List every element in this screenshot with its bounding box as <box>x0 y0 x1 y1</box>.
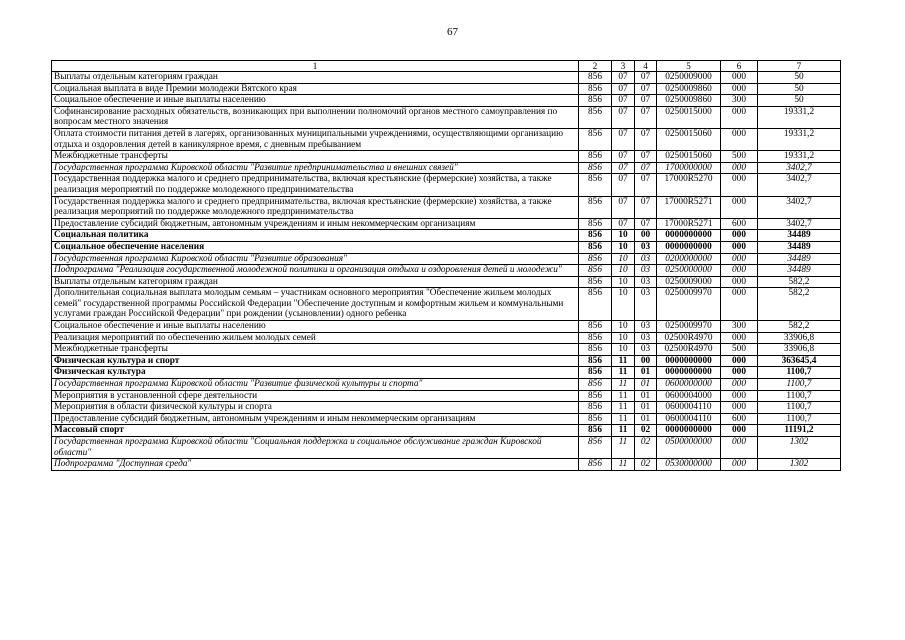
row-expense-type-cell: 000 <box>721 332 758 344</box>
row-target-code-cell: 0250015060 <box>657 128 721 150</box>
row-ved-cell: 856 <box>579 355 612 367</box>
row-subsection-cell: 01 <box>635 402 657 414</box>
row-target-code-cell: 02500R4970 <box>657 344 721 356</box>
header-cell: 5 <box>657 61 721 72</box>
table-row <box>52 413 841 425</box>
header-cell: 7 <box>758 61 841 72</box>
row-name-cell: Государственная программа Кировской области "Развитие предпринимательства и внешних связей" <box>52 162 579 174</box>
table-row <box>52 128 841 150</box>
row-target-code-cell: 0250009970 <box>657 288 721 321</box>
table-row <box>52 241 841 253</box>
row-expense-type-cell: 000 <box>721 83 758 95</box>
row-name-cell: Выплаты отдельным категориям граждан <box>52 276 579 288</box>
table-row <box>52 321 841 333</box>
row-ved-cell: 856 <box>579 402 612 414</box>
row-target-code-cell: 17000R5271 <box>657 196 721 218</box>
row-section-cell: 11 <box>612 355 635 367</box>
row-name-cell: Физическая культура <box>52 367 579 379</box>
row-ved-cell: 856 <box>579 241 612 253</box>
row-subsection-cell: 07 <box>635 83 657 95</box>
row-target-code-cell: 0000000000 <box>657 355 721 367</box>
row-amount-cell: 3402,7 <box>758 218 841 230</box>
row-target-code-cell: 0250009860 <box>657 95 721 107</box>
row-section-cell: 07 <box>612 174 635 196</box>
row-amount-cell: 34489 <box>758 253 841 265</box>
row-section-cell: 07 <box>612 218 635 230</box>
row-ved-cell: 856 <box>579 379 612 391</box>
row-expense-type-cell: 000 <box>721 241 758 253</box>
row-subsection-cell: 00 <box>635 230 657 242</box>
row-target-code-cell: 0600004110 <box>657 402 721 414</box>
row-target-code-cell: 02500R4970 <box>657 332 721 344</box>
row-subsection-cell: 07 <box>635 174 657 196</box>
row-expense-type-cell: 600 <box>721 218 758 230</box>
row-expense-type-cell: 300 <box>721 321 758 333</box>
row-section-cell: 10 <box>612 265 635 277</box>
row-section-cell: 10 <box>612 253 635 265</box>
page-number: 67 <box>447 26 458 38</box>
row-amount-cell: 582,2 <box>758 321 841 333</box>
row-ved-cell: 856 <box>579 230 612 242</box>
row-name-cell: Предоставление субсидий бюджетным, автономным учреждениям и иным некоммерческим организациям <box>52 413 579 425</box>
row-target-code-cell: 0000000000 <box>657 241 721 253</box>
row-expense-type-cell: 000 <box>721 288 758 321</box>
table-row <box>52 288 841 321</box>
row-amount-cell: 50 <box>758 72 841 84</box>
row-target-code-cell: 0250009000 <box>657 72 721 84</box>
row-amount-cell: 1100,7 <box>758 413 841 425</box>
row-section-cell: 07 <box>612 196 635 218</box>
row-expense-type-cell: 000 <box>721 459 758 471</box>
table-row <box>52 425 841 437</box>
row-ved-cell: 856 <box>579 344 612 356</box>
row-name-cell: Выплаты отдельным категориям граждан <box>52 72 579 84</box>
row-subsection-cell: 02 <box>635 437 657 459</box>
row-amount-cell: 1302 <box>758 459 841 471</box>
row-name-cell: Реализация мероприятий по обеспечению жильем молодых семей <box>52 332 579 344</box>
row-amount-cell: 34489 <box>758 241 841 253</box>
row-section-cell: 07 <box>612 151 635 163</box>
row-expense-type-cell: 000 <box>721 402 758 414</box>
row-ved-cell: 856 <box>579 288 612 321</box>
table-row <box>52 106 841 128</box>
row-subsection-cell: 07 <box>635 218 657 230</box>
header-cell: 3 <box>612 61 635 72</box>
row-expense-type-cell: 000 <box>721 174 758 196</box>
row-ved-cell: 856 <box>579 162 612 174</box>
header-cell: 2 <box>579 61 612 72</box>
row-amount-cell: 34489 <box>758 265 841 277</box>
row-ved-cell: 856 <box>579 276 612 288</box>
row-expense-type-cell: 000 <box>721 128 758 150</box>
row-expense-type-cell: 300 <box>721 95 758 107</box>
row-ved-cell: 856 <box>579 151 612 163</box>
table-row <box>52 230 841 242</box>
row-target-code-cell: 0530000000 <box>657 459 721 471</box>
row-name-cell: Государственная программа Кировской области "Развитие физической культуры и спорта" <box>52 379 579 391</box>
row-expense-type-cell: 000 <box>721 437 758 459</box>
row-ved-cell: 856 <box>579 128 612 150</box>
row-expense-type-cell: 000 <box>721 196 758 218</box>
row-name-cell: Социальная выплата в виде Премии молодежи Вятского края <box>52 83 579 95</box>
row-amount-cell: 1100,7 <box>758 379 841 391</box>
header-cell: 4 <box>635 61 657 72</box>
header-cell: 6 <box>721 61 758 72</box>
budget-table <box>51 60 841 471</box>
row-section-cell: 07 <box>612 83 635 95</box>
row-section-cell: 10 <box>612 288 635 321</box>
row-subsection-cell: 03 <box>635 344 657 356</box>
header-cell: 1 <box>52 61 579 72</box>
row-target-code-cell: 0250000000 <box>657 265 721 277</box>
row-subsection-cell: 03 <box>635 241 657 253</box>
table-row <box>52 151 841 163</box>
row-expense-type-cell: 000 <box>721 390 758 402</box>
row-name-cell: Физическая культура и спорт <box>52 355 579 367</box>
row-target-code-cell: 17000R5270 <box>657 174 721 196</box>
row-expense-type-cell: 000 <box>721 162 758 174</box>
table-row <box>52 265 841 277</box>
row-target-code-cell: 0200000000 <box>657 253 721 265</box>
row-amount-cell: 11191,2 <box>758 425 841 437</box>
table-row <box>52 390 841 402</box>
row-amount-cell: 3402,7 <box>758 196 841 218</box>
row-amount-cell: 50 <box>758 95 841 107</box>
row-amount-cell: 582,2 <box>758 276 841 288</box>
table-row <box>52 332 841 344</box>
table-row <box>52 83 841 95</box>
row-subsection-cell: 07 <box>635 95 657 107</box>
row-ved-cell: 856 <box>579 321 612 333</box>
row-subsection-cell: 07 <box>635 106 657 128</box>
row-amount-cell: 50 <box>758 83 841 95</box>
row-target-code-cell: 0000000000 <box>657 230 721 242</box>
row-name-cell: Массовый спорт <box>52 425 579 437</box>
row-target-code-cell: 1700000000 <box>657 162 721 174</box>
row-target-code-cell: 0600004110 <box>657 413 721 425</box>
table-row <box>52 218 841 230</box>
row-ved-cell: 856 <box>579 196 612 218</box>
row-ved-cell: 856 <box>579 218 612 230</box>
table-row <box>52 162 841 174</box>
row-ved-cell: 856 <box>579 413 612 425</box>
row-name-cell: Подпрограмма "Доступная среда" <box>52 459 579 471</box>
row-ved-cell: 856 <box>579 72 612 84</box>
row-amount-cell: 1100,7 <box>758 390 841 402</box>
row-expense-type-cell: 000 <box>721 355 758 367</box>
table-row <box>52 367 841 379</box>
row-target-code-cell: 0250015000 <box>657 106 721 128</box>
row-section-cell: 07 <box>612 162 635 174</box>
row-target-code-cell: 0250009000 <box>657 276 721 288</box>
row-ved-cell: 856 <box>579 425 612 437</box>
table-row <box>52 355 841 367</box>
row-target-code-cell: 0250009970 <box>657 321 721 333</box>
row-section-cell: 10 <box>612 241 635 253</box>
table-row <box>52 196 841 218</box>
row-section-cell: 10 <box>612 332 635 344</box>
row-subsection-cell: 03 <box>635 288 657 321</box>
table-row <box>52 402 841 414</box>
table-row <box>52 276 841 288</box>
row-subsection-cell: 03 <box>635 276 657 288</box>
row-expense-type-cell: 000 <box>721 425 758 437</box>
row-name-cell: Государственная поддержка малого и среднего предпринимательства, включая крестьянские (фермерские) хозяйства, а также реализация мероприятий по поддержке молодежного предпринимательства <box>52 196 579 218</box>
row-amount-cell: 1302 <box>758 437 841 459</box>
row-ved-cell: 856 <box>579 332 612 344</box>
row-ved-cell: 856 <box>579 367 612 379</box>
row-section-cell: 10 <box>612 230 635 242</box>
row-section-cell: 07 <box>612 72 635 84</box>
row-subsection-cell: 07 <box>635 128 657 150</box>
row-section-cell: 11 <box>612 402 635 414</box>
row-amount-cell: 33906,8 <box>758 332 841 344</box>
row-subsection-cell: 02 <box>635 425 657 437</box>
row-name-cell: Межбюджетные трансферты <box>52 344 579 356</box>
row-ved-cell: 856 <box>579 253 612 265</box>
row-section-cell: 11 <box>612 437 635 459</box>
row-subsection-cell: 07 <box>635 72 657 84</box>
row-ved-cell: 856 <box>579 459 612 471</box>
row-subsection-cell: 00 <box>635 355 657 367</box>
table-row <box>52 437 841 459</box>
row-name-cell: Дополнительная социальная выплата молодым семьям – участникам основного мероприятия "Обеспечение жильем молодых семей" государственной программы Российской Федерации "Обеспечение доступным и комфортным жильем и коммунальными услугами граждан Российской Федерации" при рождении (усыновлении) одного ребенка <box>52 288 579 321</box>
row-amount-cell: 3402,7 <box>758 162 841 174</box>
row-subsection-cell: 03 <box>635 321 657 333</box>
row-section-cell: 11 <box>612 459 635 471</box>
row-expense-type-cell: 000 <box>721 276 758 288</box>
row-amount-cell: 34489 <box>758 230 841 242</box>
row-expense-type-cell: 000 <box>721 106 758 128</box>
row-expense-type-cell: 000 <box>721 230 758 242</box>
row-subsection-cell: 01 <box>635 379 657 391</box>
row-target-code-cell: 0000000000 <box>657 425 721 437</box>
row-amount-cell: 19331,2 <box>758 151 841 163</box>
row-name-cell: Оплата стоимости питания детей в лагерях, организованных муниципальными учреждениями, осуществляющими организацию отдыха и оздоровления детей в каникулярное время, с дневным пребыванием <box>52 128 579 150</box>
row-amount-cell: 19331,2 <box>758 128 841 150</box>
row-subsection-cell: 02 <box>635 459 657 471</box>
row-section-cell: 11 <box>612 390 635 402</box>
row-section-cell: 07 <box>612 95 635 107</box>
row-name-cell: Мероприятия в установленной сфере деятельности <box>52 390 579 402</box>
row-target-code-cell: 0000000000 <box>657 367 721 379</box>
row-name-cell: Предоставление субсидий бюджетным, автономным учреждениям и иным некоммерческим организациям <box>52 218 579 230</box>
table-row <box>52 95 841 107</box>
row-target-code-cell: 0600004000 <box>657 390 721 402</box>
row-section-cell: 11 <box>612 379 635 391</box>
row-amount-cell: 1100,7 <box>758 402 841 414</box>
row-target-code-cell: 0600000000 <box>657 379 721 391</box>
row-expense-type-cell: 000 <box>721 265 758 277</box>
row-ved-cell: 856 <box>579 106 612 128</box>
row-section-cell: 11 <box>612 413 635 425</box>
row-subsection-cell: 07 <box>635 151 657 163</box>
row-subsection-cell: 01 <box>635 367 657 379</box>
row-ved-cell: 856 <box>579 95 612 107</box>
row-section-cell: 11 <box>612 367 635 379</box>
row-amount-cell: 582,2 <box>758 288 841 321</box>
row-name-cell: Социальное обеспечение и иные выплаты населению <box>52 95 579 107</box>
row-subsection-cell: 07 <box>635 196 657 218</box>
row-amount-cell: 33906,8 <box>758 344 841 356</box>
row-section-cell: 10 <box>612 321 635 333</box>
row-target-code-cell: 0250009860 <box>657 83 721 95</box>
table-row <box>52 72 841 84</box>
table-row <box>52 379 841 391</box>
row-name-cell: Государственная программа Кировской области "Социальная поддержка и социальное обслуживание граждан Кировской области" <box>52 437 579 459</box>
row-ved-cell: 856 <box>579 174 612 196</box>
row-section-cell: 07 <box>612 106 635 128</box>
row-expense-type-cell: 500 <box>721 151 758 163</box>
table-row <box>52 344 841 356</box>
row-ved-cell: 856 <box>579 265 612 277</box>
row-subsection-cell: 07 <box>635 162 657 174</box>
row-target-code-cell: 0250015060 <box>657 151 721 163</box>
row-name-cell: Подпрограмма "Реализация государственной молодежной политики и организация отдыха и оздоровления детей и молодежи" <box>52 265 579 277</box>
row-expense-type-cell: 000 <box>721 253 758 265</box>
row-expense-type-cell: 000 <box>721 72 758 84</box>
table-row <box>52 253 841 265</box>
row-amount-cell: 1100,7 <box>758 367 841 379</box>
row-expense-type-cell: 000 <box>721 379 758 391</box>
row-subsection-cell: 01 <box>635 413 657 425</box>
row-section-cell: 10 <box>612 344 635 356</box>
row-amount-cell: 19331,2 <box>758 106 841 128</box>
row-subsection-cell: 03 <box>635 253 657 265</box>
row-target-code-cell: 17000R5271 <box>657 218 721 230</box>
row-name-cell: Мероприятия в области физической культуры и спорта <box>52 402 579 414</box>
row-name-cell: Государственная программа Кировской области "Развитие образования" <box>52 253 579 265</box>
row-subsection-cell: 03 <box>635 265 657 277</box>
row-amount-cell: 3402,7 <box>758 174 841 196</box>
row-ved-cell: 856 <box>579 437 612 459</box>
table-row <box>52 459 841 471</box>
row-expense-type-cell: 000 <box>721 367 758 379</box>
row-subsection-cell: 03 <box>635 332 657 344</box>
row-expense-type-cell: 500 <box>721 344 758 356</box>
row-name-cell: Софинансирование расходных обязательств, возникающих при выполнении полномочий органов местного самоуправления по вопросам местного значения <box>52 106 579 128</box>
row-name-cell: Социальное обеспечение населения <box>52 241 579 253</box>
row-name-cell: Государственная поддержка малого и среднего предпринимательства, включая крестьянские (фермерские) хозяйства, а также реализация мероприятий по поддержке молодежного предпринимательства <box>52 174 579 196</box>
row-subsection-cell: 01 <box>635 390 657 402</box>
row-ved-cell: 856 <box>579 390 612 402</box>
row-section-cell: 11 <box>612 425 635 437</box>
row-section-cell: 10 <box>612 276 635 288</box>
row-target-code-cell: 0500000000 <box>657 437 721 459</box>
row-name-cell: Межбюджетные трансферты <box>52 151 579 163</box>
row-section-cell: 07 <box>612 128 635 150</box>
header-row <box>52 61 841 72</box>
row-ved-cell: 856 <box>579 83 612 95</box>
row-expense-type-cell: 600 <box>721 413 758 425</box>
row-amount-cell: 363645,4 <box>758 355 841 367</box>
row-name-cell: Социальная политика <box>52 230 579 242</box>
row-name-cell: Социальное обеспечение и иные выплаты населению <box>52 321 579 333</box>
table-row <box>52 174 841 196</box>
